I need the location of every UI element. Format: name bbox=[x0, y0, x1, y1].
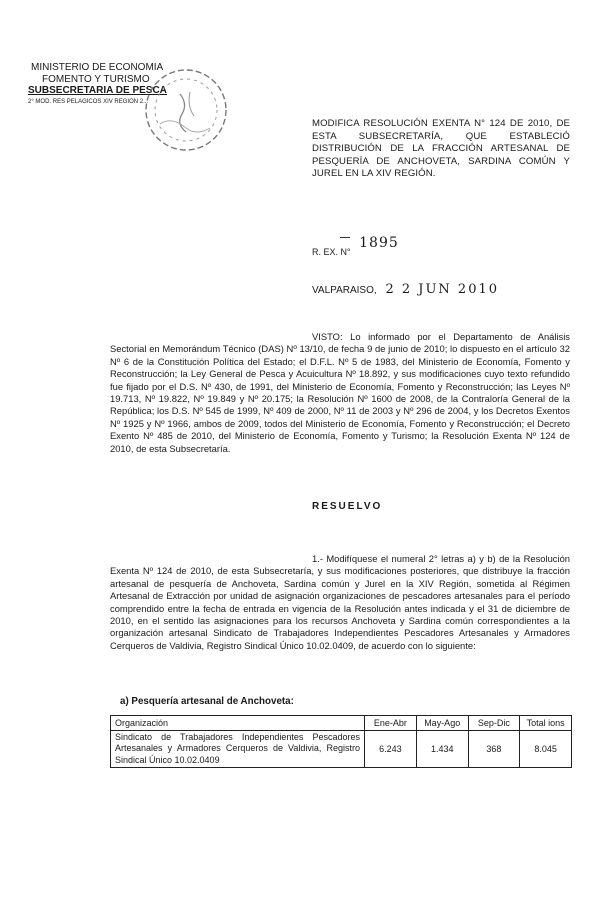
letterhead-ministry-sub: FOMENTO Y TURISMO bbox=[42, 73, 150, 85]
resolution-number-value: 1895 bbox=[359, 235, 399, 251]
cell-ene-abr: 6.243 bbox=[365, 731, 417, 768]
official-seal-icon bbox=[140, 64, 232, 156]
place-date bbox=[312, 282, 499, 297]
resolution-subject: MODIFICA RESOLUCIÓN EXENTA N° 124 DE 2010, DE ESTA SUBSECRETARÍA, QUE ESTABLECIÓ DISTRIBUCIÓN DE LA FRACCIÓN ARTESANAL DE PESQUERÍA DE ANCHOVETA, SARDINA COMÚN Y JUREL EN LA XIV REGIÓN. bbox=[312, 118, 570, 180]
letterhead-subsecretaria: SUBSECRETARIA DE PESCA bbox=[28, 85, 167, 96]
header-may-ago: May-Ago bbox=[416, 716, 468, 731]
visto-paragraph: VISTO: Lo informado por el Departamento de Análisis Sectorial en Memorándum Técnico (DAS) Nº 13/10, de fecha 9 de junio de 2010; lo dispuesto en el artículo 32 Nº 6 de la Constitución Política del Estado; el D.F.L. Nº 5 de 1983, del Ministerio de Economía, Fomento y Reconstrucción; la Ley General de Pesca y Acuicultura Nº 18.892, y sus modificaciones cuyo texto refundido fue fijado por el D.S. Nº 430, de 1991, del Ministerio de Economía, Fomento y Reconstrucción; las Leyes Nº 19.713, Nº 19.822, Nº 19.849 y Nº 20.175; la Resolución Nº 1600 de 2008, de la Contraloría General de la República; los D.S. Nº 545 de 1999, Nº 409 de 2000, Nº 11 de 2003 y Nº 296 de 2004, y los Decretos Exentos Nº 1925 y Nº 1966, ambos de 2009, todos del Ministerio de Economía, Fomento y Reconstrucción; el Decreto Exento Nº 485 de 2010, del Ministerio de Economía, Fomento y Turismo; la Resolución Exenta Nº 124 de 2010, de esta Subsecretaría. bbox=[110, 331, 570, 454]
header-total: Total ions bbox=[520, 716, 572, 731]
resuelvo-heading: RESUELVO bbox=[312, 501, 383, 512]
underline-dash bbox=[340, 237, 350, 238]
letterhead-reference: 2° MOD. RES PELAGICOS XIV REGION 2... bbox=[28, 98, 149, 105]
city: VALPARAISO, bbox=[312, 285, 377, 296]
table-header-row bbox=[111, 716, 572, 731]
point-1-paragraph: 1.- Modifíquese el numeral 2° letras a) y b) de la Resolución Exenta Nº 124 de 2010, de esta Subsecretaría, y sus modificaciones posteriores, que distribuye la fracción artesanal de pesquería de Anchoveta, Sardina común y Jurel en la XIV Región, sometida al Régimen Artesanal de Extracción por unidad de asignación organizaciones de pescadores artesanales para el período comprendido entre la fecha de entrada en vigencia de la Resolución antes indicada y el 31 de diciembre de 2010, en el sentido las asignaciones para los recursos Anchoveta y Sardina común correspondientes a la organización artesanal Sindicato de Trabajadores Independientes Pescadores Artesanales y Armadores Cerqueros de Valdivia, Registro Sindical Único 10.02.0409, de acuerdo con lo siguiente: bbox=[110, 553, 570, 651]
resolution-number bbox=[312, 235, 399, 259]
header-ene-abr: Ene-Abr bbox=[365, 716, 417, 731]
cell-may-ago: 1.434 bbox=[416, 731, 468, 768]
letterhead-ministry: MINISTERIO DE ECONOMIA bbox=[31, 62, 164, 73]
cell-organization: Sindicato de Trabajadores Independientes Pescadores Artesanales y Armadores Cerqueros de Valdivia, Registro Sindical Único 10.02.0409 bbox=[111, 731, 365, 768]
date-stamp: 2 2 JUN 2010 bbox=[385, 282, 500, 297]
allocation-table-wrap bbox=[110, 715, 572, 768]
cell-total: 8.045 bbox=[520, 731, 572, 768]
allocation-table bbox=[110, 715, 572, 768]
section-a-heading: a) Pesquería artesanal de Anchoveta: bbox=[120, 696, 294, 707]
cell-sep-dic: 368 bbox=[468, 731, 520, 768]
resolution-label: R. EX. N° bbox=[312, 247, 351, 257]
table-row bbox=[111, 731, 572, 768]
header-organizacion: Organización bbox=[111, 716, 365, 731]
header-sep-dic: Sep-Dic bbox=[468, 716, 520, 731]
